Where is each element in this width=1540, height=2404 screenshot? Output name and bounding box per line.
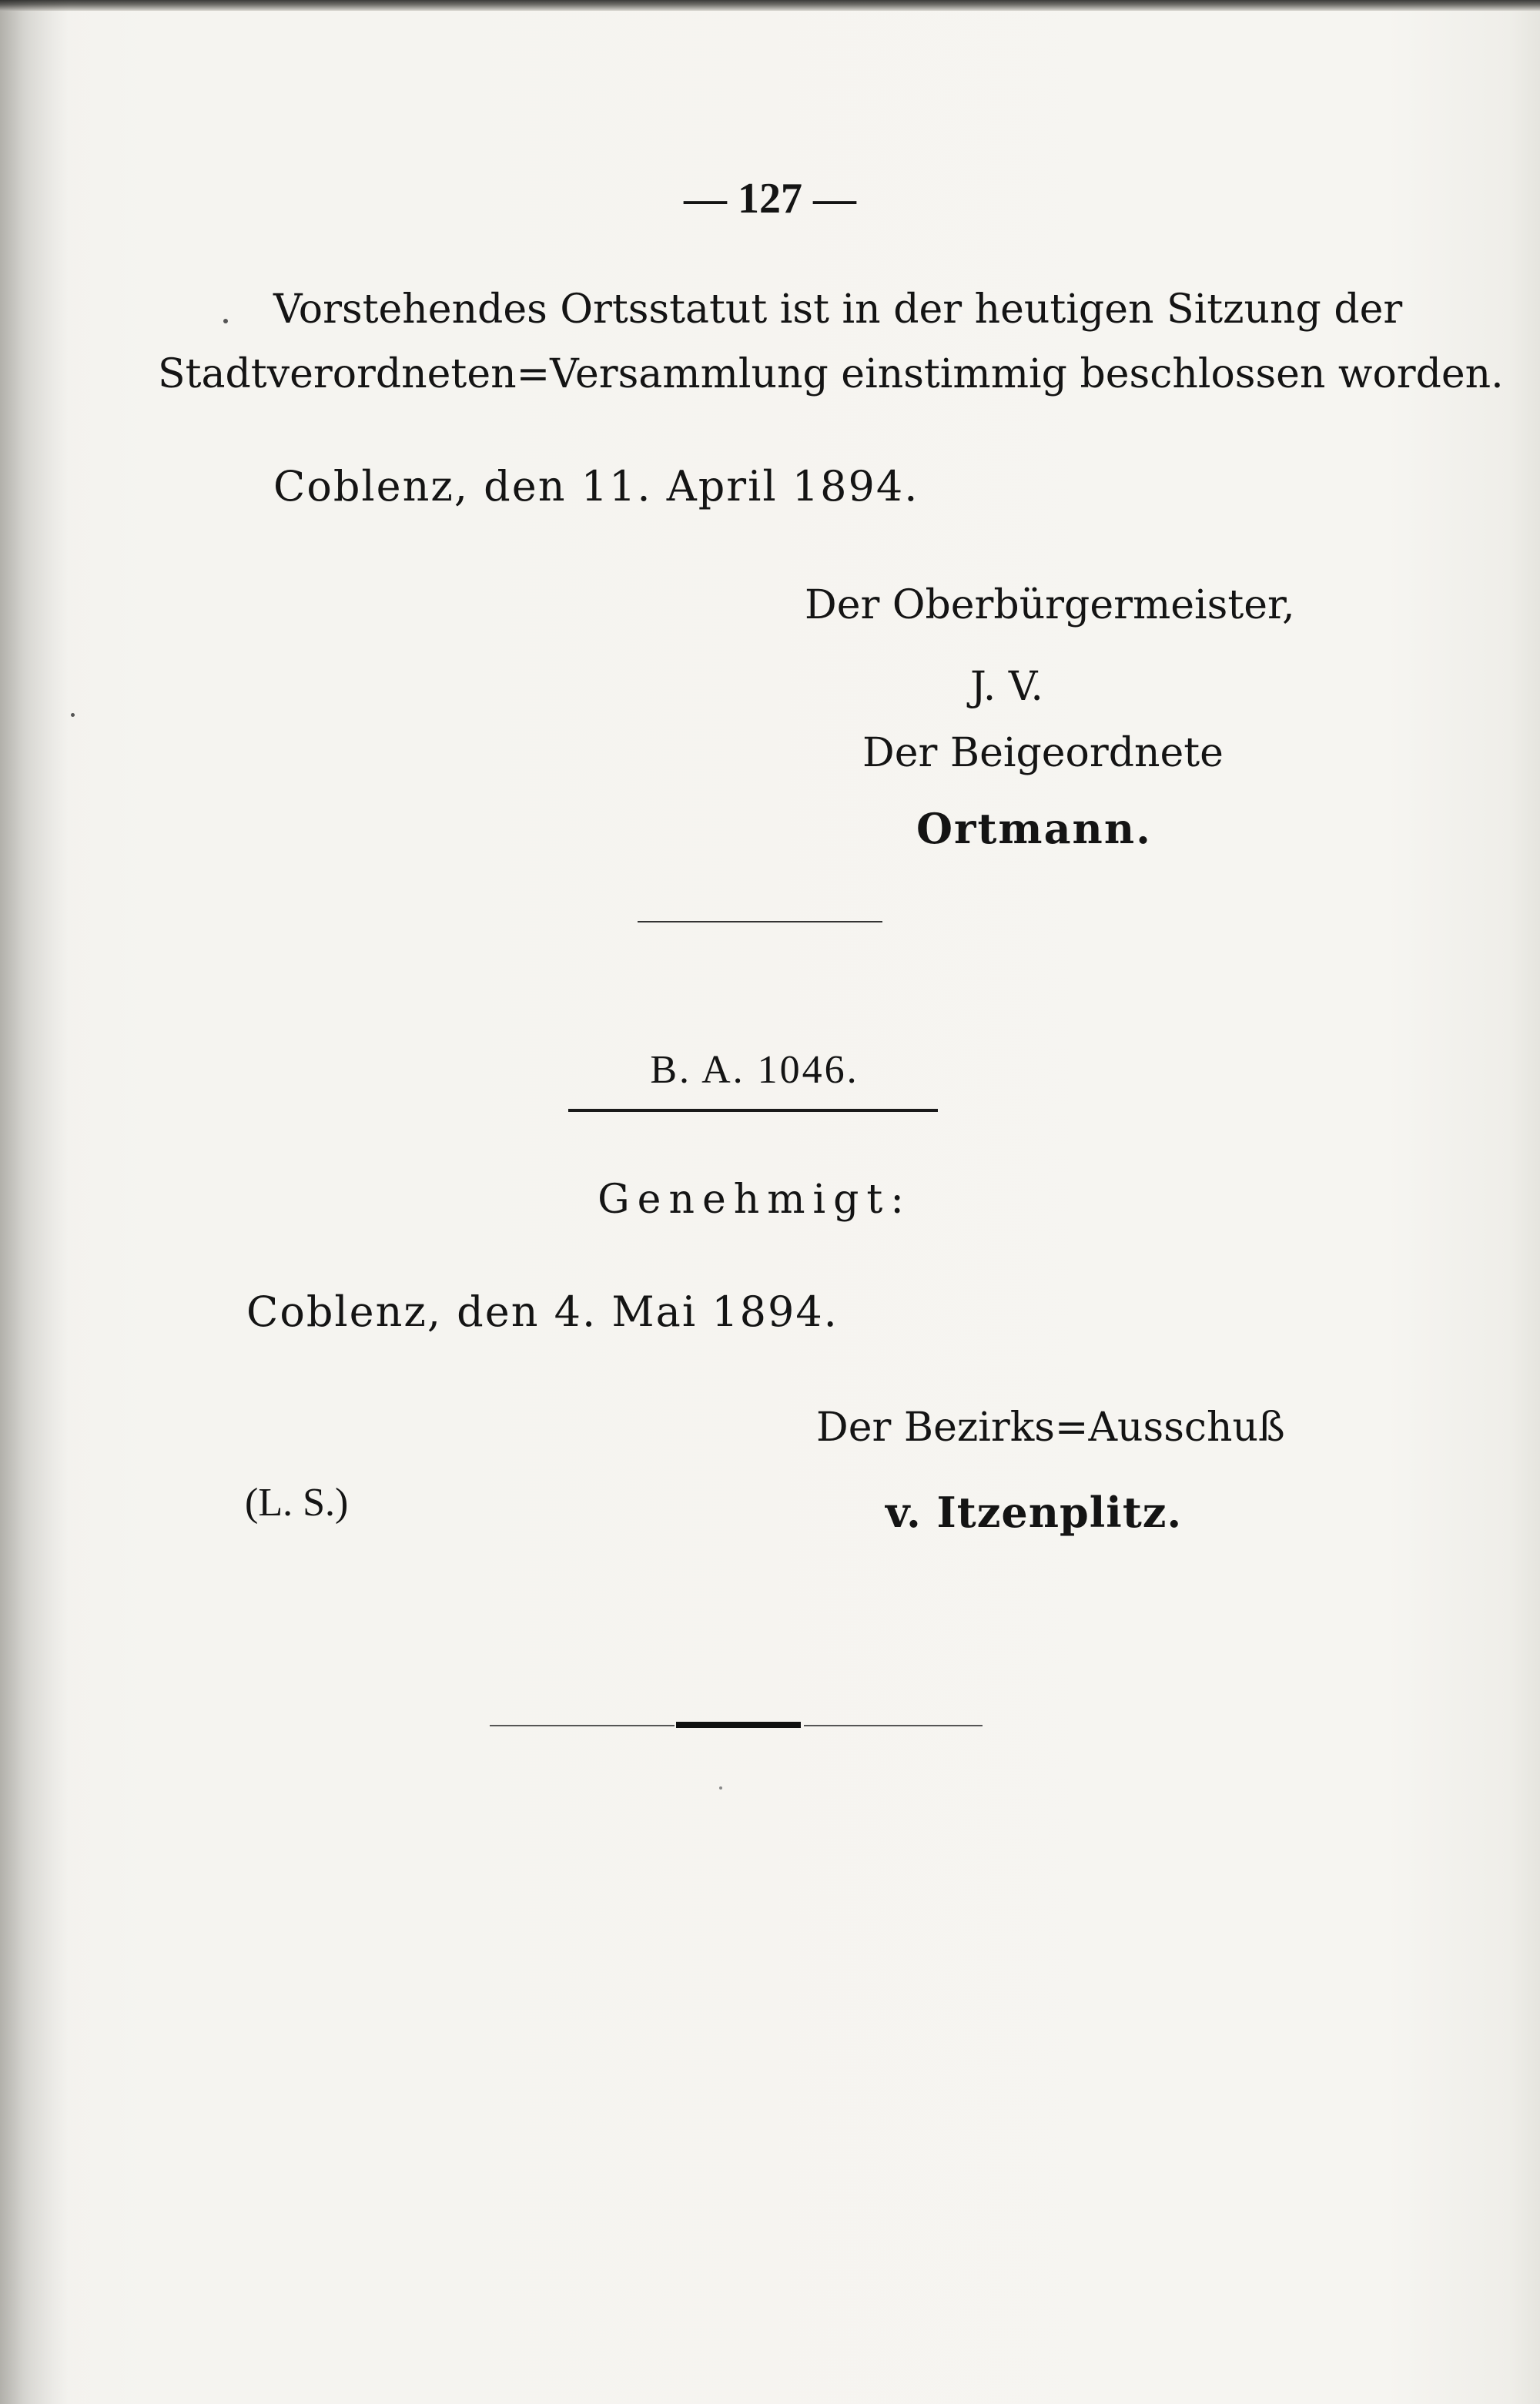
statement-line-1: Vorstehendes Ortsstatut ist in der heutigen Sitzung der [273,286,1403,333]
reference-underline [568,1109,938,1112]
end-ornament-center-bar [676,1722,801,1728]
paper-speck [223,319,228,323]
deputy-role: Der Beigeordnete [862,730,1224,776]
reference-number: B. A. 1046. [650,1048,859,1092]
committee-signature-name: v. Itzenplitz. [886,1488,1183,1537]
section-divider [638,921,882,922]
approval-heading: Genehmigt: [598,1177,912,1223]
deputy-signature-name: Ortmann. [916,804,1152,853]
mayor-title: Der Oberbürgermeister, [805,582,1295,628]
page-number: — 127 — [684,175,856,223]
statement-date: Coblenz, den 11. April 1894. [273,462,919,511]
end-ornament-right-line [804,1725,983,1726]
statement-line-2: Stadtverordneten=Versammlung einstimmig beschlossen worden. [158,351,1504,397]
seal-mark: (L. S.) [245,1481,349,1525]
district-committee-title: Der Bezirks=Ausschuß [816,1405,1285,1451]
approval-date: Coblenz, den 4. Mai 1894. [246,1287,839,1336]
end-ornament-left-line [490,1725,675,1726]
in-representation-note: J. V. [970,664,1043,710]
paper-speck [719,1786,722,1790]
paper-speck [71,713,75,717]
page-top-edge [0,0,1540,11]
